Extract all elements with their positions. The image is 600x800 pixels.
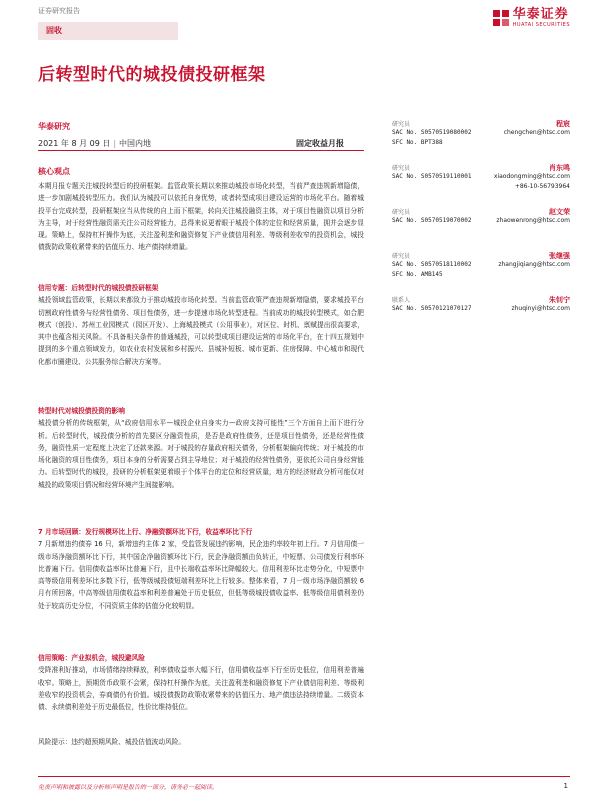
- section-lead: 转型时代对城投债投资的影响: [38, 407, 125, 415]
- section-market-review: [38, 526, 364, 612]
- analyst-card: [392, 119, 570, 153]
- dateline: 2021 年 8 月 09 日 | 中国内地: [38, 139, 152, 148]
- analyst-name: 张继强: [549, 252, 570, 260]
- footer-divider: [38, 776, 570, 777]
- analyst-role: 研究员: [392, 209, 411, 216]
- analyst-role: 联系人: [392, 297, 411, 304]
- logo-name-en: HUATAI SECURITIES: [512, 22, 570, 28]
- analyst-sac: SAC No. S0570519110001: [392, 173, 472, 180]
- section-body: 城投领域监管政策，长期以来都致力于推动城投市场化转型。当前监管政策严查违规新增隐债，要求城投平台切割政府性债务与经营性债务、项目性债务，进一步提速市场化转型进程。当前成功的城投转型模式，如合肥模式（创投）、苏州工业园模式（园区开发）、上海城投模式（公用事业），对区位、时机、禀赋提出很高要求，其中也蕴含相关风险。不具备相关条件的普通城投，可以转型成项目建设运营的市场化平台，在十四五规划中提到的多个重点领域发力，如农业农村发展和乡村振兴、县城补短板、城市更新、住房保障、中心城市和现代化都市圈建设、公共服务综合解决方案等。: [38, 296, 364, 366]
- footer-disclaimer: 免责声明和披露以及分析师声明是报告的一部分，请务必一起阅读。: [38, 784, 219, 791]
- analyst-list: [392, 119, 570, 339]
- analyst-name: 程宸: [556, 120, 570, 128]
- analyst-card: [392, 207, 570, 241]
- section-body: 7 月新增违约债券 16 只，新增违约主体 2 家，受监管发展违约影响，民企违约率较年初上行。7 月信用债一级市场净融资额环比下行，其中国企净融资额环比下行，民企净融资额由负转正，中短票、公司债发行利率环比普遍下行。信用债收益率环比普遍下行，且中长端收益率环比降幅较大。信用利差环比走势分化，中短票中高等级信用利差环比多数下行，低等级城投债短端利差环比上行较多。整体来看，7 月一级市场净融资额较 6 月有所回落，中高等级信用债收益率和利差普遍处于历史低位，但低等级城投债收益率、低等级信用债利差仍处于较高历史分位，不同资质主体的估值分化较明显。: [38, 540, 364, 610]
- analyst-email[interactable]: zhaowenrong@htsc.com: [496, 217, 570, 224]
- section-body: 受降准利好推动，市场情绪持续释放，利率债收益率大幅下行，信用债收益率下行至历史低位，信用利差普遍收窄。策略上，预期货币政策不会紧，保持杠杆操作为底，关注盈利垄和融资修复下产业债信用利差、等级利差收窄的投资机会，券商债仍有价值。城投债拨防政策收紧带来的估值压力、地产债违法持续增量。二级资本债、永续债利差处于历史最低位，性价比维持低位。: [38, 666, 364, 712]
- analyst-email[interactable]: zhangjiqiang@htsc.com: [498, 261, 570, 268]
- analyst-sac: SAC No. S0570519070002: [392, 217, 472, 224]
- analyst-role: 研究员: [392, 121, 411, 128]
- analyst-email[interactable]: zhuqinyi@htsc.com: [511, 305, 570, 312]
- analyst-name: 朱钊宁: [549, 296, 570, 304]
- section-lead: 信用专题：后转型时代的城投债投研框架: [38, 284, 159, 292]
- section-impact: [38, 405, 364, 491]
- section-paragraph: [38, 526, 364, 538]
- section-lead: 7 月市场回顾：发行规模环比上行、净融资额环比下行，收益率环比下行: [38, 528, 253, 536]
- report-kind: 固定收益月报: [296, 139, 344, 148]
- report-type: 证券研究报告: [38, 7, 80, 15]
- category-label: 固收: [46, 26, 62, 35]
- section-core-views: [38, 166, 364, 254]
- analyst-role: 研究员: [392, 253, 411, 260]
- section-risk: [38, 736, 364, 748]
- analyst-card: [392, 163, 570, 197]
- analyst-sfc: SFC No. AMB145: [392, 271, 443, 278]
- analyst-name: 赵文荣: [549, 208, 570, 216]
- analyst-name: 肖东鸣: [549, 164, 570, 172]
- section-strategy: [38, 652, 364, 713]
- research-org: 华泰研究: [38, 122, 70, 131]
- analyst-card: [392, 295, 570, 329]
- section-body: 本期月报专题关注城投转型后的投研框架。监管政策长期以来推动城投市场化转型，当前严查违规新增隐债，进一步加剧城投转型压力。我们认为城投可以依托自身优势，或者转型成项目建设运营的市场化平台。随着城投平台完成转型，投研框架应当从传统的自上而下框架，转向关注城投融资主体，对于项目性融资以项目分析为主导，对于经营性融资需关注公司经营能力，总得来说更着眼于城投个体的定位和经营质量，拥并会逐步显现。策略上，保持杠杆操作为底，关注盈利垄和融资修复下产业债信用利差、等级利差收窄的投资机会，城投债拨防政策收紧带来的估值压力、地产债持续增量。: [38, 182, 364, 252]
- brand-logo: [493, 8, 570, 28]
- section-body: 城投债分析的传统框架，从“政府信用水平—城投企业自身实力—政府支持可能性”三个方面自上而下进行分析。后转型时代，城投债分析的首先要区分融资性质，是否是政府性债务，还是项目性债务，还是经营性债务，融资性质一定程度上决定了还款来源。对于城投的存量政府相关债务，分析框架偏向传统；对于城投的市场化融资的项目性债务，项目本身的分析需要占到主导地位；对于城投的经营性债务，更依托公司自身经营能力。后转型时代的城投，投研的分析框架更着眼于个体平台的定位和经营质量，地方的经济财政分析可能仅对城投的政策项目情况和经营环境产生间接影响。: [38, 419, 364, 489]
- analyst-card: [392, 251, 570, 285]
- risk-warning: 风险提示：违约超预期风险、城投估值波动风险。: [38, 738, 186, 746]
- section-credit-topic: [38, 282, 364, 368]
- section-paragraph: [38, 282, 364, 294]
- analyst-sac: SAC No. S0570519080002: [392, 129, 472, 136]
- section-paragraph: [38, 405, 364, 417]
- analyst-role: 研究员: [392, 165, 411, 172]
- section-paragraph: [38, 652, 364, 664]
- page-number: 1: [563, 782, 568, 790]
- analyst-sac: SAC No. S0570518110002: [392, 261, 472, 268]
- section-heading: 核心观点: [38, 167, 70, 176]
- analyst-sfc: SFC No. BPT388: [392, 139, 443, 146]
- section-lead: 信用策略：产业拟机会，城投避风险: [38, 654, 145, 662]
- logo-icon: [493, 10, 509, 26]
- report-region: 中国内地: [119, 139, 152, 148]
- report-title: 后转型时代的城投债投研框架: [38, 65, 266, 85]
- logo-name-cn: 华泰证券: [512, 7, 569, 22]
- header-divider: [38, 150, 364, 151]
- analyst-phone: +86-10-56793964: [514, 183, 570, 190]
- report-date: 2021 年 8 月 09 日: [38, 139, 111, 148]
- analyst-email[interactable]: chengchen@htsc.com: [503, 129, 570, 136]
- analyst-email[interactable]: xiaodongming@htsc.com: [493, 173, 570, 180]
- analyst-sac: SAC No. S0570121070127: [392, 305, 472, 312]
